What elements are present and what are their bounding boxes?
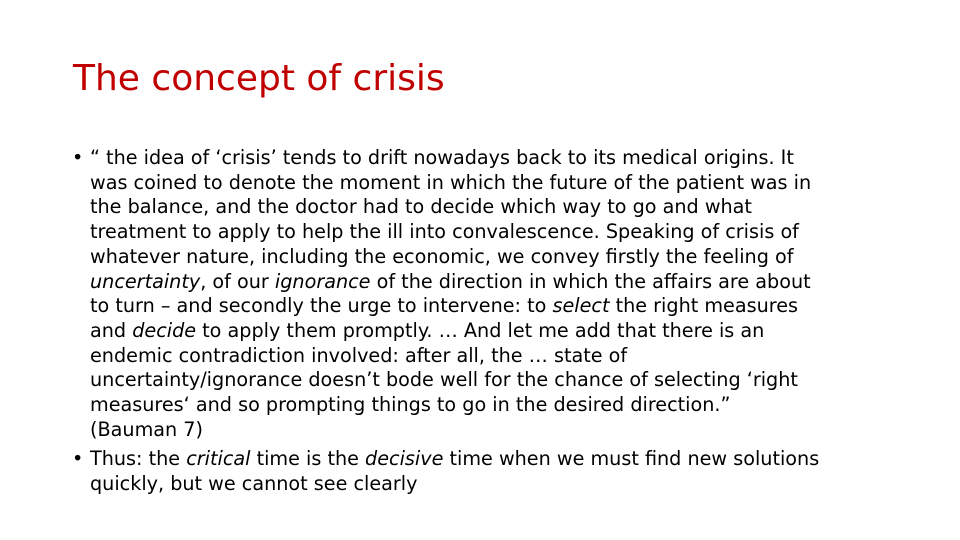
text-run: measures‘ and so prompting things to go in the desired direction.” <box>90 393 731 417</box>
text-run: endemic contradiction involved: after all, the … state of <box>90 343 628 367</box>
bullet-text-line <box>90 220 892 245</box>
bullet-marker: • <box>72 447 84 471</box>
emphasized-text: decide <box>132 318 197 342</box>
emphasized-text: ignorance <box>274 269 371 293</box>
bullet-text-line <box>90 294 892 319</box>
text-run: time when we must find new solutions <box>443 447 820 471</box>
text-run: treatment to apply to help the ill into convalescence. Speaking of crisis of <box>90 220 799 244</box>
text-run: the balance, and the doctor had to decide which way to go and what <box>90 195 752 219</box>
bullet-text-line <box>90 344 892 369</box>
emphasized-text: critical <box>186 447 251 471</box>
bullet-text-line <box>90 368 892 393</box>
bullet-marker: • <box>72 146 84 169</box>
emphasized-text: uncertainty <box>90 269 201 293</box>
text-run: whatever nature, including the economic, we convey firstly the feeling of <box>90 244 794 268</box>
text-run: to apply them promptly. … And let me add that there is an <box>196 318 765 342</box>
bullet-text-line <box>90 245 892 270</box>
emphasized-text: select <box>552 294 610 318</box>
bullet-text-line <box>90 393 892 418</box>
bullet-text-line <box>90 319 892 344</box>
text-run: to turn – and secondly the urge to intervene: to <box>90 294 553 318</box>
emphasized-text: decisive <box>365 447 444 471</box>
bullet-text-line <box>90 472 892 497</box>
text-run: Thus: the <box>90 447 187 471</box>
bullet-item <box>72 447 892 496</box>
bullet-text-line <box>90 195 892 220</box>
slide-body <box>72 146 892 502</box>
text-run: the right measures <box>609 294 799 318</box>
text-run: was coined to denote the moment in which the future of the patient was in <box>90 170 812 194</box>
bullet-text-line <box>90 146 892 171</box>
text-run: , of our <box>200 269 275 293</box>
bullet-item <box>72 146 892 442</box>
text-run: “ the idea of ‘crisis’ tends to drift nowadays back to its medical origins. It <box>90 146 794 169</box>
bullet-text-line <box>90 171 892 196</box>
text-run: quickly, but we cannot see clearly <box>90 472 418 496</box>
bullet-text-line <box>90 447 892 472</box>
text-run: time is the <box>250 447 366 471</box>
bullet-text-line <box>90 418 892 443</box>
text-run: (Bauman 7) <box>90 417 203 441</box>
text-run: uncertainty/ignorance doesn’t bode well for the chance of selecting ‘right <box>90 368 798 392</box>
bullet-text-line <box>90 270 892 295</box>
slide-title: The concept of crisis <box>73 58 445 99</box>
text-run: of the direction in which the affairs are about <box>370 269 811 293</box>
text-run: and <box>90 318 133 342</box>
